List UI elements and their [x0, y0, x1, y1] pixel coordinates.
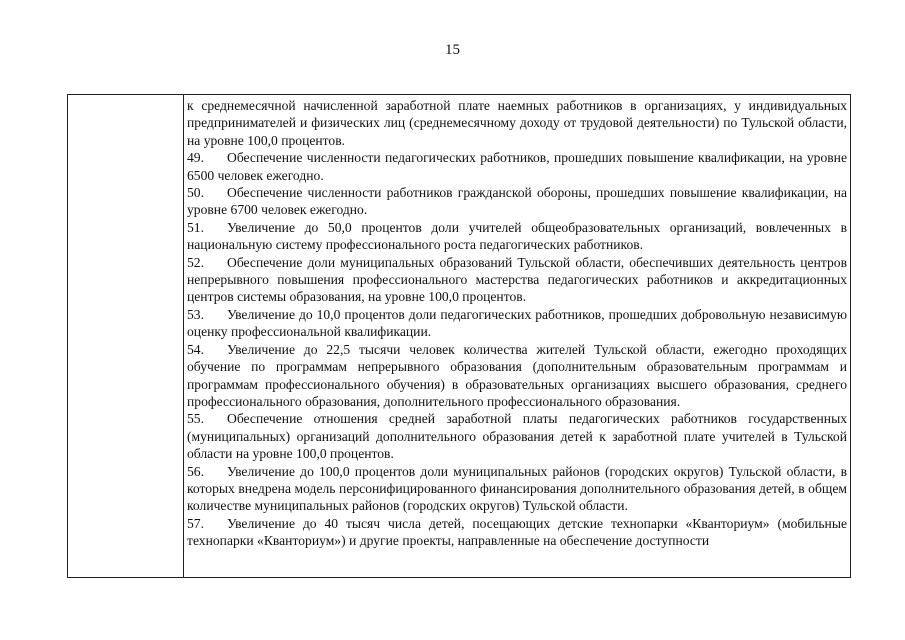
paragraph-number: 56.	[187, 463, 204, 479]
paragraph-55: 55. Обеспечение отношения средней заработной платы педагогических работников государственных (муниципальных) организаций дополнительного образования детей к заработной плате учителей в Тульской области на уровне 100,0 процентов.	[187, 411, 847, 462]
paragraph-number: 51.	[187, 219, 204, 235]
paragraph-number: 55.	[187, 411, 204, 427]
paragraph-number: 50.	[187, 185, 204, 201]
table-left-column	[68, 95, 184, 577]
paragraph-number: 57.	[187, 515, 204, 531]
paragraph-54: 54. Увеличение до 22,5 тысячи человек количества жителей Тульской области, ежегодно проходящих обучение по программам непрерывного образования (дополнительным образовательным программам и программам профессионального обучения) в образовательных организациях высшего образования, среднего профессионального образования, дополнительного профессионального образования.	[187, 341, 847, 409]
paragraph-number: 52.	[187, 254, 204, 270]
paragraph-51: 51. Увеличение до 50,0 процентов доли учителей общеобразовательных организаций, вовлеченных в национальную систему профессионального роста педагогических работников.	[187, 219, 847, 253]
paragraph-52: 52. Обеспечение доли муниципальных образований Тульской области, обеспечивших деятельность центров непрерывного повышения профессионального мастерства педагогических работников и аккредитационных центров системы образования, на уровне 100,0 процентов.	[187, 254, 847, 305]
document-table	[67, 94, 851, 578]
paragraph-49: 49. Обеспечение численности педагогических работников, прошедших повышение квалификации, на уровне 6500 человек ежегодно.	[187, 150, 847, 183]
paragraph-56: 56. Увеличение до 100,0 процентов доли муниципальных районов (городских округов) Тульской области, в которых внедрена модель персонифицированного финансирования дополнительного образования детей, в общем количестве муниципальных районов (городских округов) Тульской области.	[187, 463, 847, 514]
paragraph-continuation: к среднемесячной начисленной заработной плате наемных работников в организациях, у индивидуальных предпринимателей и физических лиц (среднемесячному доходу от трудовой деятельности) по Тульской области, на уровне 100,0 процентов.	[187, 98, 847, 148]
paragraph-53: 53. Увеличение до 10,0 процентов доли педагогических работников, прошедших добровольную независимую оценку профессиональной квалификации.	[187, 306, 847, 340]
paragraph-number: 49.	[187, 150, 204, 166]
paragraph-57: 57. Увеличение до 40 тысяч числа детей, посещающих детские технопарки «Кванториум» (мобильные технопарки «Кванториум») и другие проекты, направленные на обеспечение доступности	[187, 515, 847, 549]
table-text-column	[187, 97, 847, 550]
paragraph-number: 54.	[187, 341, 204, 357]
paragraph-50: 50. Обеспечение численности работников гражданской обороны, прошедших повышение квалификации, на уровне 6700 человек ежегодно.	[187, 185, 847, 218]
paragraph-number: 53.	[187, 306, 204, 322]
page-number: 15	[445, 42, 460, 58]
